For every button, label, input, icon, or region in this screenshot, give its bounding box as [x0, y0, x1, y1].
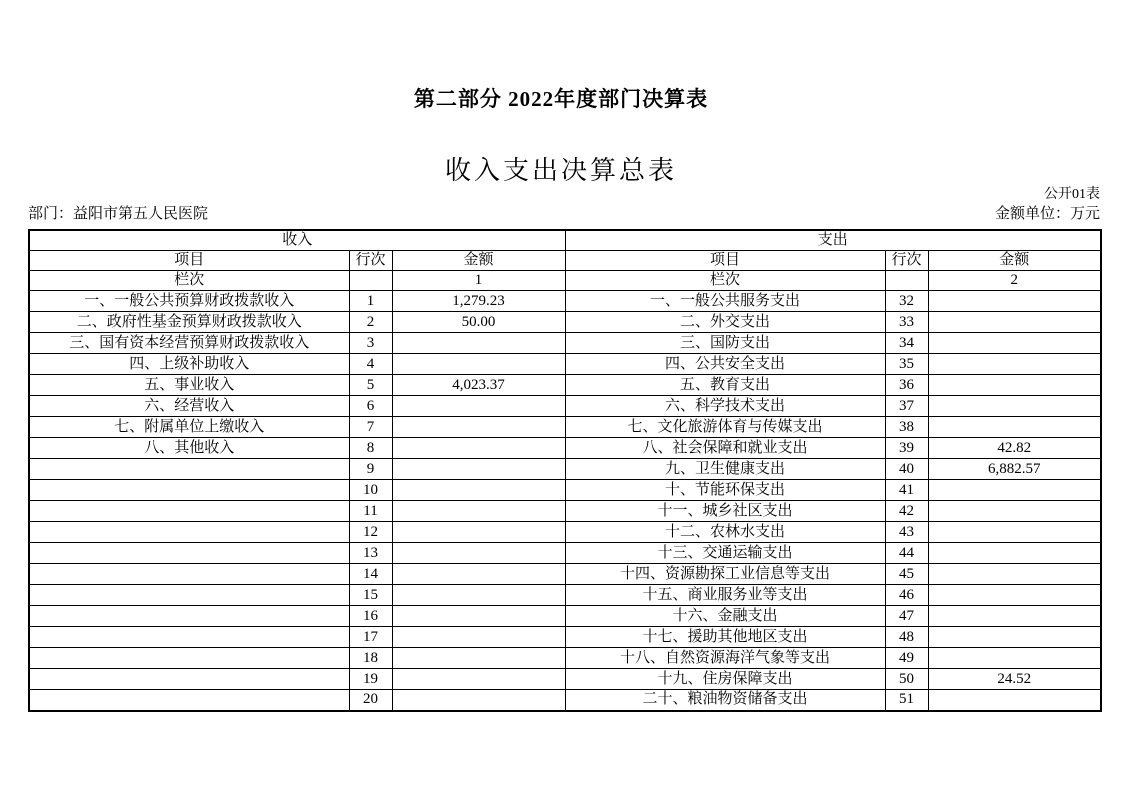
income-column-index-rownum-blank: [349, 271, 392, 291]
expense-item-cell: 十七、援助其他地区支出: [565, 627, 885, 648]
income-amount-cell: [392, 669, 565, 690]
table-row: [29, 312, 1101, 333]
accounts-table: [28, 229, 1102, 712]
table-row: [29, 564, 1101, 585]
income-item-cell: [29, 669, 349, 690]
income-rownum-cell: 3: [349, 333, 392, 354]
income-item-cell: [29, 585, 349, 606]
meta-row: [28, 205, 1100, 223]
expense-amount-cell: [928, 354, 1101, 375]
expense-rownum-cell: 43: [885, 522, 928, 543]
income-column-index-label: 栏次: [29, 271, 349, 291]
income-item-column-header: 项目: [29, 251, 349, 271]
income-amount-cell: [392, 354, 565, 375]
income-rownum-cell: 20: [349, 690, 392, 711]
document-title: 第二部分 2022年度部门决算表: [413, 87, 709, 111]
income-item-cell: 六、经营收入: [29, 396, 349, 417]
expense-column-index-label: 栏次: [565, 271, 885, 291]
table-row: [29, 690, 1101, 711]
expense-rownum-cell: 44: [885, 543, 928, 564]
income-amount-cell: 1,279.23: [392, 291, 565, 312]
income-item-cell: [29, 522, 349, 543]
expense-item-cell: 十一、城乡社区支出: [565, 501, 885, 522]
income-rownum-cell: 7: [349, 417, 392, 438]
income-amount-column-header: 金额: [392, 251, 565, 271]
income-amount-cell: [392, 417, 565, 438]
table-row: [29, 438, 1101, 459]
column-index-row: [29, 271, 1101, 291]
income-item-cell: 四、上级补助收入: [29, 354, 349, 375]
income-rownum-cell: 14: [349, 564, 392, 585]
content-area: [0, 187, 1122, 712]
expense-rownum-cell: 49: [885, 648, 928, 669]
income-item-cell: [29, 501, 349, 522]
expense-rownum-cell: 42: [885, 501, 928, 522]
expense-amount-cell: 6,882.57: [928, 459, 1101, 480]
expense-rownum-cell: 40: [885, 459, 928, 480]
income-rownum-cell: 5: [349, 375, 392, 396]
expense-amount-cell: [928, 648, 1101, 669]
income-rownum-cell: 12: [349, 522, 392, 543]
expense-amount-column-header: 金额: [928, 251, 1101, 271]
expense-amount-cell: [928, 585, 1101, 606]
expense-rownum-cell: 35: [885, 354, 928, 375]
expense-amount-cell: [928, 291, 1101, 312]
expense-item-cell: 八、社会保障和就业支出: [565, 438, 885, 459]
expense-amount-cell: 24.52: [928, 669, 1101, 690]
expense-column-index-value: 2: [928, 271, 1101, 291]
income-item-cell: 八、其他收入: [29, 438, 349, 459]
table-row: [29, 354, 1101, 375]
income-amount-cell: 4,023.37: [392, 375, 565, 396]
expense-amount-cell: [928, 396, 1101, 417]
income-amount-cell: 50.00: [392, 312, 565, 333]
table-row: [29, 648, 1101, 669]
income-rownum-cell: 10: [349, 480, 392, 501]
unit-label: 金额单位：万元: [994, 206, 1100, 222]
expense-amount-cell: [928, 480, 1101, 501]
table-row: [29, 375, 1101, 396]
expense-item-cell: 十三、交通运输支出: [565, 543, 885, 564]
expense-amount-cell: [928, 522, 1101, 543]
income-rownum-cell: 18: [349, 648, 392, 669]
expense-rownum-cell: 32: [885, 291, 928, 312]
income-amount-cell: [392, 522, 565, 543]
table-title: 收入支出决算总表: [444, 156, 677, 185]
expense-item-cell: 十六、金融支出: [565, 606, 885, 627]
expense-amount-cell: [928, 690, 1101, 711]
expense-item-cell: 二、外交支出: [565, 312, 885, 333]
expense-item-cell: 二十、粮油物资储备支出: [565, 690, 885, 711]
income-amount-cell: [392, 627, 565, 648]
expense-item-cell: 七、文化旅游体育与传媒支出: [565, 417, 885, 438]
table-body: [29, 291, 1101, 711]
income-amount-cell: [392, 690, 565, 711]
expense-rownum-cell: 39: [885, 438, 928, 459]
expense-rownum-column-header: 行次: [885, 251, 928, 271]
expense-rownum-cell: 41: [885, 480, 928, 501]
table-row: [29, 627, 1101, 648]
income-item-cell: [29, 543, 349, 564]
expense-column-index-rownum-blank: [885, 271, 928, 291]
income-amount-cell: [392, 648, 565, 669]
expense-rownum-cell: 45: [885, 564, 928, 585]
expense-amount-cell: [928, 312, 1101, 333]
income-item-cell: 七、附属单位上缴收入: [29, 417, 349, 438]
expense-rownum-cell: 34: [885, 333, 928, 354]
income-rownum-cell: 2: [349, 312, 392, 333]
table-row: [29, 480, 1101, 501]
income-rownum-cell: 8: [349, 438, 392, 459]
expense-item-cell: 十八、自然资源海洋气象等支出: [565, 648, 885, 669]
expense-amount-cell: [928, 606, 1101, 627]
income-item-cell: 二、政府性基金预算财政拨款收入: [29, 312, 349, 333]
expense-item-column-header: 项目: [565, 251, 885, 271]
expense-amount-cell: [928, 501, 1101, 522]
expense-rownum-cell: 48: [885, 627, 928, 648]
expense-item-cell: 一、一般公共服务支出: [565, 291, 885, 312]
expense-item-cell: 十四、资源勘探工业信息等支出: [565, 564, 885, 585]
income-item-cell: [29, 480, 349, 501]
column-header-row: [29, 251, 1101, 271]
income-rownum-cell: 16: [349, 606, 392, 627]
expense-amount-cell: [928, 627, 1101, 648]
income-column-index-value: 1: [392, 271, 565, 291]
table-row: [29, 543, 1101, 564]
table-code-label: 公开01表: [1044, 187, 1100, 202]
income-item-cell: [29, 606, 349, 627]
income-rownum-cell: 13: [349, 543, 392, 564]
table-row: [29, 501, 1101, 522]
income-amount-cell: [392, 501, 565, 522]
department-label: 部门：益阳市第五人民医院: [28, 206, 209, 222]
expense-amount-cell: [928, 417, 1101, 438]
expense-item-cell: 六、科学技术支出: [565, 396, 885, 417]
expense-item-cell: 十、节能环保支出: [565, 480, 885, 501]
income-rownum-cell: 17: [349, 627, 392, 648]
income-amount-cell: [392, 438, 565, 459]
income-item-cell: 五、事业收入: [29, 375, 349, 396]
income-rownum-cell: 1: [349, 291, 392, 312]
expense-rownum-cell: 50: [885, 669, 928, 690]
expense-rownum-cell: 33: [885, 312, 928, 333]
expense-rownum-cell: 51: [885, 690, 928, 711]
table-row: [29, 669, 1101, 690]
income-rownum-cell: 15: [349, 585, 392, 606]
expense-item-cell: 十五、商业服务业等支出: [565, 585, 885, 606]
income-section-header: 收入: [29, 230, 565, 251]
expense-rownum-cell: 38: [885, 417, 928, 438]
income-amount-cell: [392, 396, 565, 417]
expense-item-cell: 三、国防支出: [565, 333, 885, 354]
income-amount-cell: [392, 543, 565, 564]
expense-rownum-cell: 36: [885, 375, 928, 396]
income-item-cell: [29, 648, 349, 669]
income-rownum-cell: 9: [349, 459, 392, 480]
income-rownum-cell: 19: [349, 669, 392, 690]
income-amount-cell: [392, 333, 565, 354]
table-header: [29, 230, 1101, 291]
income-rownum-cell: 11: [349, 501, 392, 522]
expense-item-cell: 四、公共安全支出: [565, 354, 885, 375]
expense-item-cell: 九、卫生健康支出: [565, 459, 885, 480]
table-row: [29, 333, 1101, 354]
income-item-cell: [29, 690, 349, 711]
expense-amount-cell: [928, 564, 1101, 585]
expense-item-cell: 十九、住房保障支出: [565, 669, 885, 690]
table-row: [29, 396, 1101, 417]
income-item-cell: 一、一般公共预算财政拨款收入: [29, 291, 349, 312]
table-row: [29, 522, 1101, 543]
expense-item-cell: 五、教育支出: [565, 375, 885, 396]
table-row: [29, 606, 1101, 627]
expense-section-header: 支出: [565, 230, 1101, 251]
section-header-row: [29, 230, 1101, 251]
income-rownum-column-header: 行次: [349, 251, 392, 271]
income-amount-cell: [392, 480, 565, 501]
expense-amount-cell: 42.82: [928, 438, 1101, 459]
income-item-cell: [29, 459, 349, 480]
income-rownum-cell: 4: [349, 354, 392, 375]
table-row: [29, 585, 1101, 606]
income-item-cell: [29, 564, 349, 585]
expense-item-cell: 十二、农林水支出: [565, 522, 885, 543]
income-item-cell: 三、国有资本经营预算财政拨款收入: [29, 333, 349, 354]
table-row: [29, 291, 1101, 312]
table-row: [29, 417, 1101, 438]
expense-rownum-cell: 37: [885, 396, 928, 417]
income-amount-cell: [392, 606, 565, 627]
income-item-cell: [29, 627, 349, 648]
expense-amount-cell: [928, 333, 1101, 354]
income-amount-cell: [392, 459, 565, 480]
income-rownum-cell: 6: [349, 396, 392, 417]
income-amount-cell: [392, 585, 565, 606]
expense-rownum-cell: 47: [885, 606, 928, 627]
expense-amount-cell: [928, 375, 1101, 396]
income-amount-cell: [392, 564, 565, 585]
expense-rownum-cell: 46: [885, 585, 928, 606]
expense-amount-cell: [928, 543, 1101, 564]
table-row: [29, 459, 1101, 480]
